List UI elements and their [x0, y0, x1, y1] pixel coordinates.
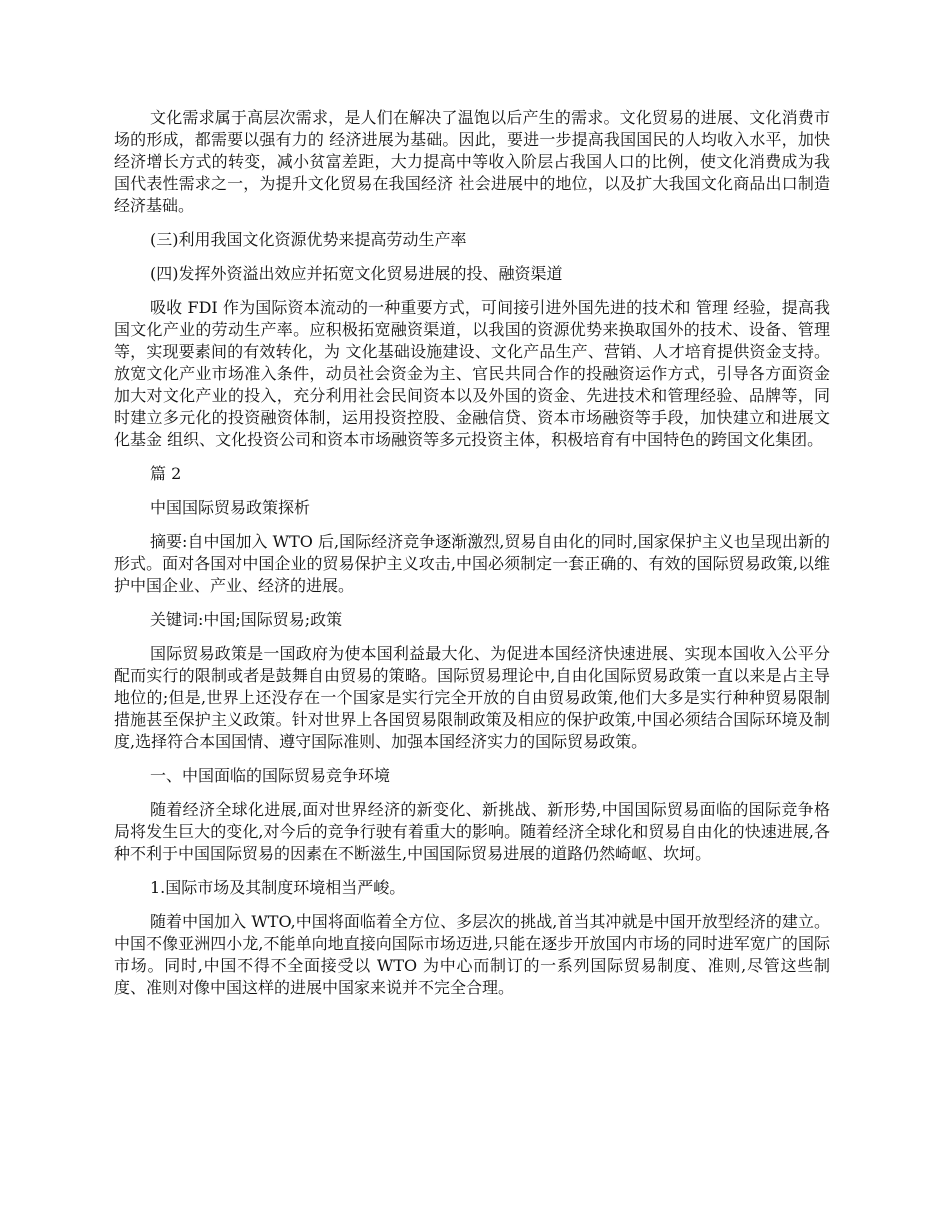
paragraph-fdi: 吸收 FDI 作为国际资本流动的一种重要方式，可间接引进外国先进的技术和 管理 经验，提高我国文化产业的劳动生产率。应积极拓宽融资渠道，以我国的资源优势来换取国外的技术、设备、管理等，实现要素间的有效转化，为 文化基础设施建设、文化产品生产、营销、人才培育提供资金支持。放宽文化产业市场准入条件，动员社会资金为主、官民共同合作的投融资运作方式，引导各方面资金加大对文化产业的投入，充分利用社会民间资本以及外国的资金、先进技术和管理经验、品牌等，同时建立多元化的投资融资体制，运用投资控股、金融信贷、资本市场融资等手段，加快建立和进展文化基金 组织、文化投资公司和资本市场融资等多元投资主体，积极培育有中国特色的跨国文化集团。: [114, 298, 830, 449]
paragraph-culture-demand: 文化需求属于高层次需求，是人们在解决了温饱以后产生的需求。文化贸易的进展、文化消费市场的形成，都需要以强有力的 经济进展为基础。因此，要进一步提高我国国民的人均收入水平，加快经济增长方式的转变，减小贫富差距，大力提高中等收入阶层占我国人口的比例，使文化消费成为我国代表性需求之一，为提升文化贸易在我国经济 社会进展中的地位，以及扩大我国文化商品出口制造经济基础。: [114, 108, 830, 215]
keywords: 关键词:中国;国际贸易;政策: [150, 610, 343, 629]
section-label: 篇 2: [150, 464, 182, 483]
paragraph-globalization: 随着经济全球化进展,面对世界经济的新变化、新挑战、新形势,中国国际贸易面临的国际竞争格局将发生巨大的变化,对今后的竞争行驶有着重大的影响。随着经济全球化和贸易自由化的快速进展,各种不利于中国国际贸易的因素在不断滋生,中国国际贸易进展的道路仍然崎岖、坎坷。: [114, 800, 830, 863]
paragraph-trade-policy: 国际贸易政策是一国政府为使本国利益最大化、为促进本国经济快速进展、实现本国收入公平分配而实行的限制或者是鼓舞自由贸易的策略。国际贸易理论中,自由化国际贸易政策一直以来是占主导地位的;但是,世界上还没存在一个国家是实行完全开放的自由贸易政策,他们大多是实行种种贸易限制措施甚至保护主义政策。针对世界上各国贸易限制政策及相应的保护政策,中国必须结合国际环境及制度,选择符合本国国情、遵守国际准则、加强本国经济实力的国际贸易政策。: [114, 644, 830, 751]
paragraph-abstract: 摘要:自中国加入 WTO 后,国际经济竞争逐渐激烈,贸易自由化的同时,国家保护主义也呈现出新的形式。面对各国对中国企业的贸易保护主义攻击,中国必须制定一套正确的、有效的国际贸易政策,以维护中国企业、产业、经济的进展。: [114, 532, 830, 595]
document-page: [114, 107, 830, 1011]
heading-market-environment: 1.国际市场及其制度环境相当严峻。: [150, 878, 406, 897]
heading-foreign-investment: (四)发挥外资溢出效应并拓宽文化贸易进展的投、融资渠道: [150, 264, 563, 283]
heading-competition-environment: 一、中国面临的国际贸易竞争环境: [150, 766, 391, 785]
article-title: 中国国际贸易政策探析: [150, 498, 311, 517]
paragraph-wto: 随着中国加入 WTO,中国将面临着全方位、多层次的挑战,首当其冲就是中国开放型经济的建立。中国不像亚洲四小龙,不能单向地直接向国际市场迈进,只能在逐步开放国内市场的同时进军宽广的国际市场。同时,中国不得不全面接受以 WTO 为中心而制订的一系列国际贸易制度、准则,尽管这些制度、准则对像中国这样的进展中国家来说并不完全合理。: [114, 912, 830, 997]
heading-labor-productivity: (三)利用我国文化资源优势来提高劳动生产率: [150, 230, 467, 249]
